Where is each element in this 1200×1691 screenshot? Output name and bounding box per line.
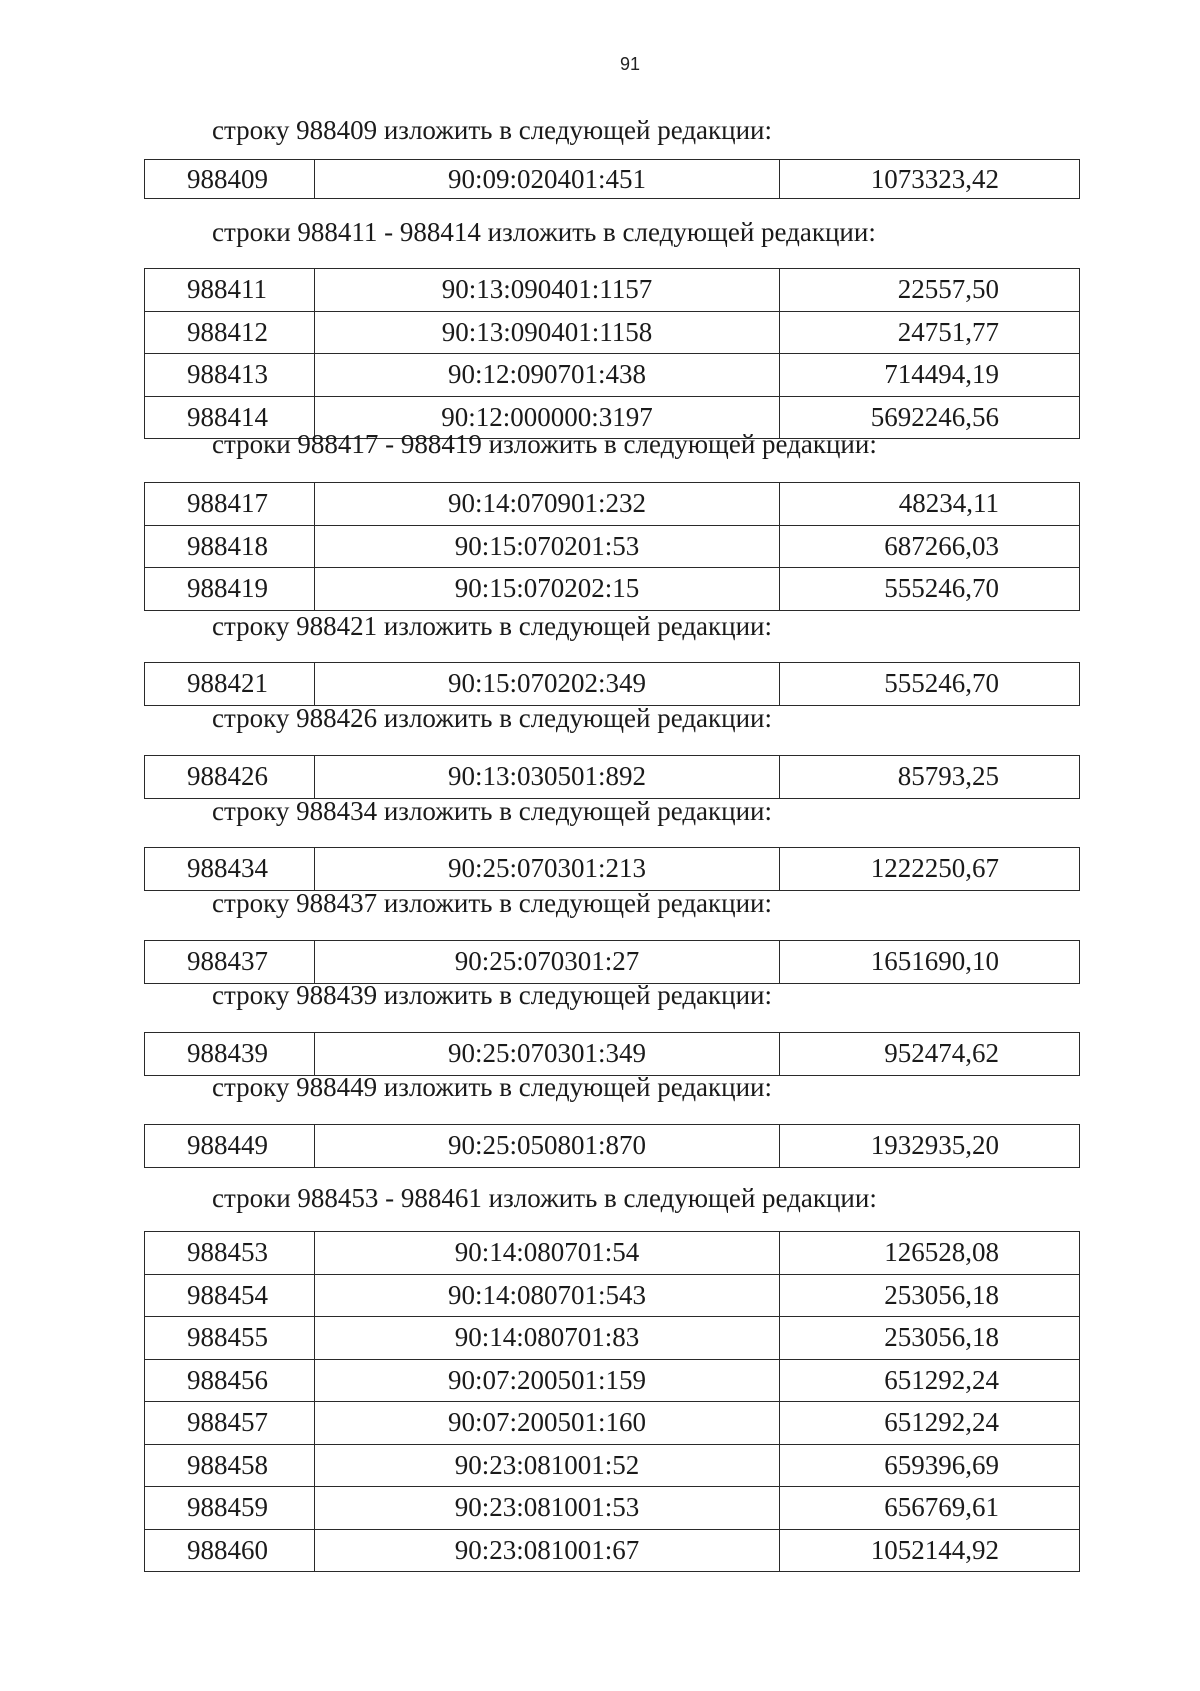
- table-row: [145, 269, 1080, 312]
- value-cell: 651292,24: [780, 1359, 1080, 1402]
- parcel-table: [144, 268, 1080, 439]
- row-number-cell: 988421: [145, 663, 315, 706]
- row-number-cell: 988460: [145, 1529, 315, 1572]
- row-number-cell: 988413: [145, 354, 315, 397]
- table-row: [145, 1402, 1080, 1445]
- table-row: [145, 1125, 1080, 1168]
- value-cell: 48234,11: [780, 483, 1080, 526]
- section-heading: строку 988421 изложить в следующей редакции:: [212, 611, 773, 641]
- row-number-cell: 988456: [145, 1359, 315, 1402]
- value-cell: 659396,69: [780, 1444, 1080, 1487]
- page-number: 91: [619, 54, 641, 74]
- row-number-cell: 988453: [145, 1232, 315, 1275]
- parcel-table: [144, 755, 1080, 799]
- parcel-table: [144, 1124, 1080, 1168]
- parcel-table: [144, 1032, 1080, 1076]
- cadastral-number-cell: 90:14:080701:83: [315, 1317, 780, 1360]
- row-number-cell: 988458: [145, 1444, 315, 1487]
- parcel-table: [144, 662, 1080, 706]
- table-row: [145, 525, 1080, 568]
- cadastral-number-cell: 90:14:080701:54: [315, 1232, 780, 1275]
- parcel-table: [144, 159, 1080, 199]
- value-cell: 1651690,10: [780, 941, 1080, 984]
- row-number-cell: 988417: [145, 483, 315, 526]
- section-heading: строки 988411 - 988414 изложить в следующей редакции:: [212, 217, 876, 247]
- value-cell: 22557,50: [780, 269, 1080, 312]
- cadastral-number-cell: 90:15:070201:53: [315, 525, 780, 568]
- value-cell: 1073323,42: [780, 160, 1080, 199]
- value-cell: 952474,62: [780, 1033, 1080, 1076]
- cadastral-number-cell: 90:12:000000:3197: [315, 396, 780, 439]
- row-number-cell: 988449: [145, 1125, 315, 1168]
- cadastral-number-cell: 90:09:020401:451: [315, 160, 780, 199]
- value-cell: 555246,70: [780, 663, 1080, 706]
- table-row: [145, 483, 1080, 526]
- row-number-cell: 988455: [145, 1317, 315, 1360]
- table-row: [145, 568, 1080, 611]
- row-number-cell: 988439: [145, 1033, 315, 1076]
- value-cell: 1932935,20: [780, 1125, 1080, 1168]
- table-row: [145, 311, 1080, 354]
- cadastral-number-cell: 90:15:070202:15: [315, 568, 780, 611]
- parcel-table: [144, 1231, 1080, 1572]
- cadastral-number-cell: 90:13:090401:1158: [315, 311, 780, 354]
- value-cell: 1052144,92: [780, 1529, 1080, 1572]
- section-heading: строку 988434 изложить в следующей редакции:: [212, 796, 773, 826]
- cadastral-number-cell: 90:15:070202:349: [315, 663, 780, 706]
- cadastral-number-cell: 90:13:090401:1157: [315, 269, 780, 312]
- table-row: [145, 1444, 1080, 1487]
- row-number-cell: 988419: [145, 568, 315, 611]
- value-cell: 1222250,67: [780, 848, 1080, 891]
- table-row: [145, 160, 1080, 199]
- table-row: [145, 756, 1080, 799]
- value-cell: 5692246,56: [780, 396, 1080, 439]
- cadastral-number-cell: 90:07:200501:159: [315, 1359, 780, 1402]
- value-cell: 651292,24: [780, 1402, 1080, 1445]
- table-row: [145, 1487, 1080, 1530]
- value-cell: 253056,18: [780, 1274, 1080, 1317]
- value-cell: 85793,25: [780, 756, 1080, 799]
- cadastral-number-cell: 90:14:070901:232: [315, 483, 780, 526]
- row-number-cell: 988437: [145, 941, 315, 984]
- table-row: [145, 1529, 1080, 1572]
- section-heading: строку 988409 изложить в следующей редакции:: [212, 115, 773, 145]
- section-heading: строки 988453 - 988461 изложить в следующей редакции:: [212, 1183, 877, 1213]
- value-cell: 126528,08: [780, 1232, 1080, 1275]
- parcel-table: [144, 940, 1080, 984]
- row-number-cell: 988414: [145, 396, 315, 439]
- section-heading: строки 988417 - 988419 изложить в следующей редакции:: [212, 429, 877, 459]
- row-number-cell: 988412: [145, 311, 315, 354]
- value-cell: 714494,19: [780, 354, 1080, 397]
- section-heading: строку 988449 изложить в следующей редакции:: [212, 1072, 773, 1102]
- cadastral-number-cell: 90:25:050801:870: [315, 1125, 780, 1168]
- row-number-cell: 988454: [145, 1274, 315, 1317]
- table-row: [145, 663, 1080, 706]
- section-heading: строку 988439 изложить в следующей редакции:: [212, 980, 773, 1010]
- row-number-cell: 988459: [145, 1487, 315, 1530]
- table-row: [145, 1232, 1080, 1275]
- cadastral-number-cell: 90:12:090701:438: [315, 354, 780, 397]
- cadastral-number-cell: 90:25:070301:349: [315, 1033, 780, 1076]
- value-cell: 24751,77: [780, 311, 1080, 354]
- table-row: [145, 1359, 1080, 1402]
- cadastral-number-cell: 90:07:200501:160: [315, 1402, 780, 1445]
- row-number-cell: 988409: [145, 160, 315, 199]
- table-row: [145, 848, 1080, 891]
- cadastral-number-cell: 90:23:081001:53: [315, 1487, 780, 1530]
- parcel-table: [144, 482, 1080, 611]
- cadastral-number-cell: 90:23:081001:52: [315, 1444, 780, 1487]
- table-row: [145, 1317, 1080, 1360]
- table-row: [145, 941, 1080, 984]
- section-heading: строку 988426 изложить в следующей редакции:: [212, 703, 773, 733]
- cadastral-number-cell: 90:23:081001:67: [315, 1529, 780, 1572]
- cadastral-number-cell: 90:14:080701:543: [315, 1274, 780, 1317]
- value-cell: 656769,61: [780, 1487, 1080, 1530]
- parcel-table: [144, 847, 1080, 891]
- cadastral-number-cell: 90:25:070301:27: [315, 941, 780, 984]
- value-cell: 253056,18: [780, 1317, 1080, 1360]
- section-heading: строку 988437 изложить в следующей редакции:: [212, 888, 773, 918]
- row-number-cell: 988434: [145, 848, 315, 891]
- value-cell: 687266,03: [780, 525, 1080, 568]
- value-cell: 555246,70: [780, 568, 1080, 611]
- table-row: [145, 354, 1080, 397]
- row-number-cell: 988457: [145, 1402, 315, 1445]
- table-row: [145, 1033, 1080, 1076]
- table-row: [145, 1274, 1080, 1317]
- cadastral-number-cell: 90:25:070301:213: [315, 848, 780, 891]
- row-number-cell: 988418: [145, 525, 315, 568]
- cadastral-number-cell: 90:13:030501:892: [315, 756, 780, 799]
- row-number-cell: 988411: [145, 269, 315, 312]
- row-number-cell: 988426: [145, 756, 315, 799]
